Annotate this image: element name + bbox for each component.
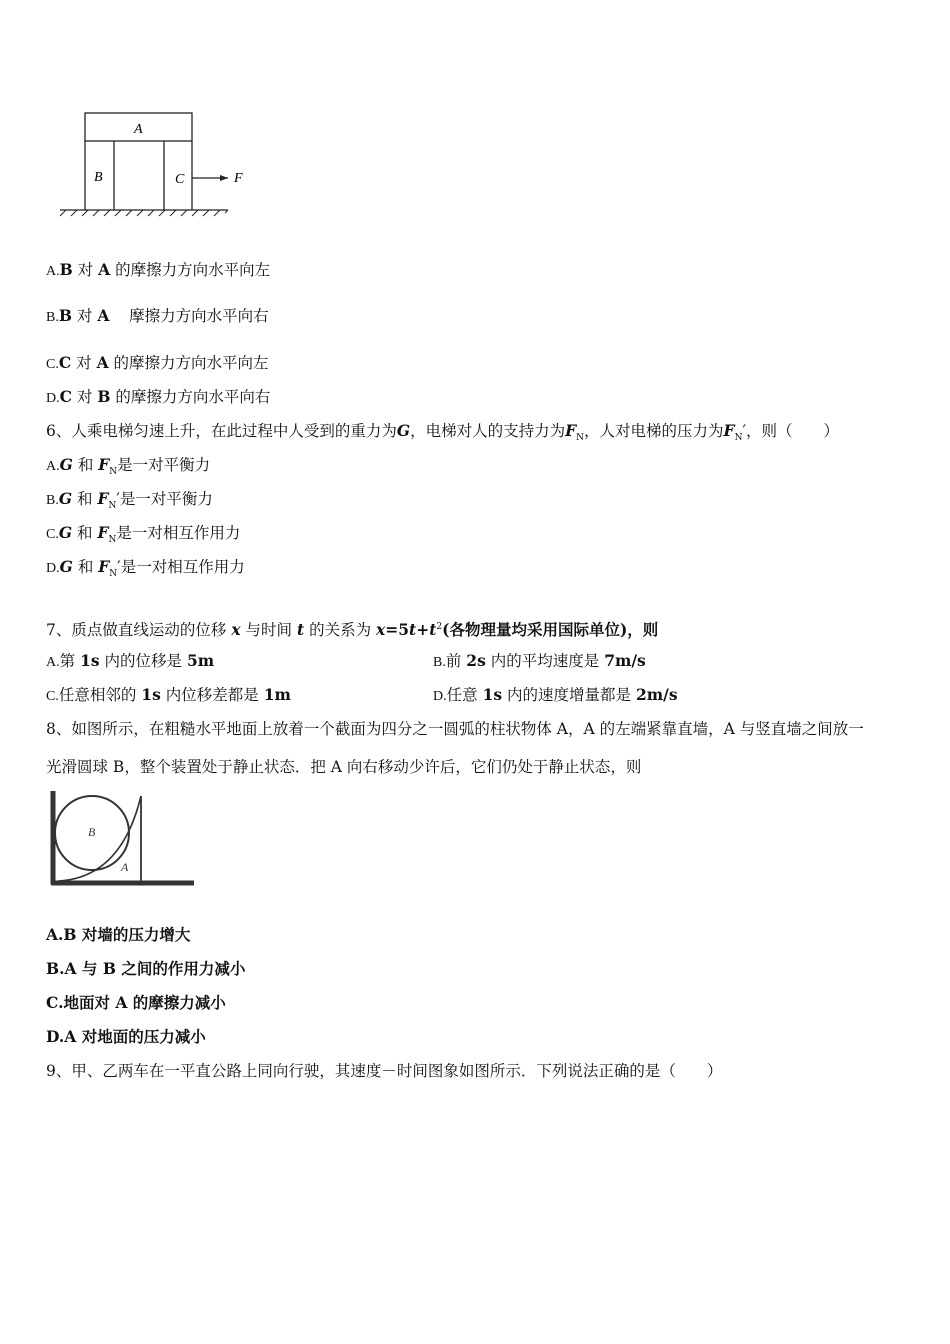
q7-option-b: B.前 2s 内的平均速度是 7m/s xyxy=(433,651,646,670)
label-f: F xyxy=(234,171,243,186)
q6-option-c: C.G 和 $F_N$是一对相互作用力 xyxy=(46,523,241,546)
q8-option-b: B.A 与 B 之间的作用力减小 xyxy=(46,959,246,978)
q8-stem-line2: 光滑圆球 B，整个装置处于静止状态．把 A 向右移动少许后，它们仍处于静止状态，则 xyxy=(46,758,642,776)
q6-option-b: B.G 和 $F_N'$是一对平衡力 xyxy=(46,489,213,512)
q8-option-c: C.地面对 A 的摩擦力减小 xyxy=(46,993,226,1012)
q5-option-a: A.B 对 A 的摩擦力方向水平向左 xyxy=(46,260,271,279)
label-a: A xyxy=(121,860,129,874)
q8-stem-line1: 8、如图所示，在粗糙水平地面上放着一个截面为四分之一圆弧的柱状物体 A，A 的左端紧靠直墙，A 与竖直墙之间放一 xyxy=(46,720,864,738)
q9-stem: 9、甲、乙两车在一平直公路上同向行驶，其速度－时间图象如图所示．下列说法正确的是（ ） xyxy=(46,1062,723,1080)
label-a: A xyxy=(134,122,143,137)
q8-option-d: D.A 对地面的压力减小 xyxy=(46,1027,206,1046)
q7-stem: 7、质点做直线运动的位移 x 与时间 t 的关系为 $x=5t+t^2$(各物理量均采用国际单位)，则 xyxy=(46,620,659,640)
q8-option-a: A.B 对墙的压力增大 xyxy=(46,925,191,944)
figure-blocks-abc xyxy=(56,108,256,218)
q5-option-d: D.C 对 B 的摩擦力方向水平向右 xyxy=(46,387,271,406)
figure-ball-and-arc xyxy=(46,788,196,890)
q5-option-b: B.B 对 A 摩擦力方向水平向右 xyxy=(46,306,269,325)
q7-option-a: A.第 1s 内的位移是 5m xyxy=(46,651,215,670)
force-arrow-head xyxy=(220,175,228,181)
q7-option-d: D.任意 1s 内的速度增量都是 2m/s xyxy=(433,685,678,704)
label-b: B xyxy=(94,170,103,185)
label-c: C xyxy=(175,172,185,187)
q6-option-d: D.G 和 $F_N'$是一对相互作用力 xyxy=(46,557,245,580)
q5-option-c: C.C 对 A 的摩擦力方向水平向左 xyxy=(46,353,269,372)
q6-stem: 6、人乘电梯匀速上升，在此过程中人受到的重力为G，电梯对人的支持力为$F_N$，人对电梯的压力为$F_N'$，则（ ） xyxy=(46,421,839,444)
q6-option-a: A.G 和 $F_N$是一对平衡力 xyxy=(46,455,211,478)
q7-option-c: C.任意相邻的 1s 内位移差都是 1m xyxy=(46,685,291,704)
label-b: B xyxy=(88,825,96,839)
